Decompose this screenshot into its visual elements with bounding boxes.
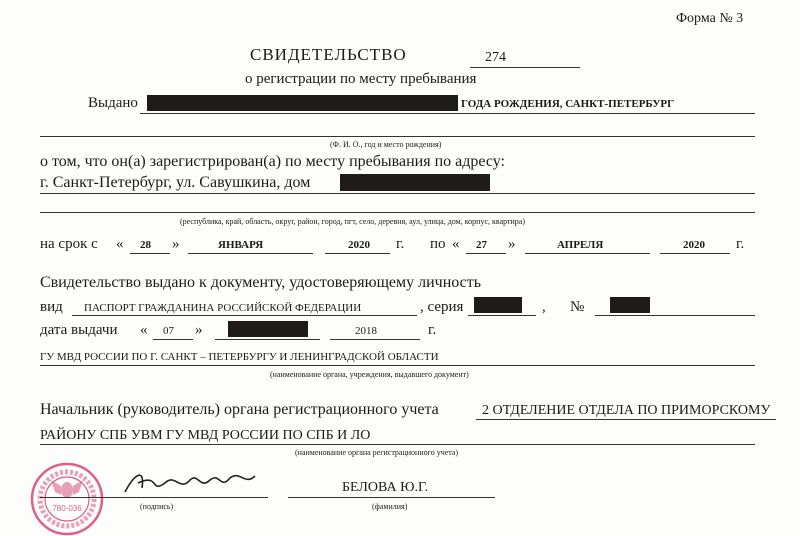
signature-caption: (подпись) <box>140 502 174 511</box>
issued-to-label: Выдано <box>88 95 138 111</box>
redaction <box>147 95 458 111</box>
certificate-number: 274 <box>485 50 506 65</box>
redaction <box>228 321 308 337</box>
authority-value-line1: 2 ОТДЕЛЕНИЕ ОТДЕЛА ПО ПРИМОРСКОМУ <box>482 403 771 418</box>
divider <box>470 67 580 68</box>
divider <box>40 212 755 213</box>
divider <box>40 365 755 366</box>
divider <box>130 253 170 254</box>
issued-to-caption: (Ф. И. О., год и место рождения) <box>330 140 442 149</box>
divider <box>476 419 776 420</box>
period-to-month: АПРЕЛЯ <box>557 239 604 251</box>
issuer-caption: (наименование органа, учреждения, выдавшего документ) <box>270 370 469 379</box>
signature-line <box>40 497 268 498</box>
period-from-day: 28 <box>140 239 151 251</box>
series-label: , серия <box>420 299 464 315</box>
quote: « <box>116 236 124 252</box>
divider <box>525 253 650 254</box>
period-to-day: 27 <box>476 239 487 251</box>
document-type-value: ПАСПОРТ ГРАЖДАНИНА РОССИЙСКОЙ ФЕДЕРАЦИИ <box>84 302 362 314</box>
divider <box>153 339 193 340</box>
stamp-lettering-ring <box>40 472 94 526</box>
quote: » <box>172 236 180 252</box>
authority-caption: (наименование органа регистрационного учета) <box>295 448 459 457</box>
divider <box>330 339 420 340</box>
redaction <box>474 297 522 313</box>
divider <box>40 136 755 137</box>
divider <box>72 315 417 316</box>
issue-year: 2018 <box>355 325 377 337</box>
divider <box>468 315 536 316</box>
comma: , <box>542 299 546 315</box>
divider <box>40 444 755 445</box>
issued-to-value: ГОДА РОЖДЕНИЯ, САНКТ-ПЕТЕРБУРГ <box>461 98 675 110</box>
divider <box>466 253 506 254</box>
document-type-label: вид <box>40 299 63 315</box>
period-to-year: 2020 <box>683 239 705 251</box>
document-intro: Свидетельство выдано к документу, удостоверяющему личность <box>40 274 482 291</box>
official-stamp <box>30 462 104 536</box>
signer-name-caption: (фамилия) <box>372 502 408 511</box>
divider <box>40 193 755 194</box>
issuer-value: ГУ МВД РОССИИ ПО Г. САНКТ – ПЕТЕРБУРГУ И ЛЕНИНГРАДСКОЙ ОБЛАСТИ <box>40 351 439 363</box>
signer-name: БЕЛОВА Ю.Г. <box>342 480 428 495</box>
period-from-month: ЯНВАРЯ <box>218 239 264 251</box>
divider <box>140 113 755 114</box>
address-caption: (республика, край, область, округ, район, город, пгт, село, деревня, аул, улица, дом, корпус, квартира) <box>180 217 526 226</box>
document-title: СВИДЕТЕЛЬСТВО <box>250 45 407 64</box>
number-label: № <box>570 299 585 315</box>
period-to-label: по <box>430 236 446 252</box>
address-value: г. Санкт-Петербург, ул. Савушкина, дом <box>40 174 311 191</box>
authority-value-line2: РАЙОНУ СПБ УВМ ГУ МВД РОССИИ ПО СПБ И ЛО <box>40 428 371 443</box>
divider <box>215 339 320 340</box>
redaction <box>340 174 490 191</box>
address-intro: о том, что он(а) зарегистрирован(а) по месту пребывания по адресу: <box>40 153 505 170</box>
document-subtitle: о регистрации по месту пребывания <box>245 71 477 87</box>
issue-day: 07 <box>163 325 174 337</box>
handwritten-signature <box>120 468 260 496</box>
divider <box>288 497 495 498</box>
year-suffix: г. <box>428 322 437 338</box>
divider <box>188 253 313 254</box>
redaction <box>610 297 650 313</box>
period-label: на срок с <box>40 236 98 252</box>
quote: » <box>195 322 203 338</box>
quote: « <box>140 322 148 338</box>
quote: » <box>508 236 516 252</box>
eagle-emblem-icon <box>51 480 83 498</box>
divider <box>325 253 390 254</box>
divider <box>595 315 755 316</box>
quote: « <box>452 236 460 252</box>
issue-date-label: дата выдачи <box>40 322 118 338</box>
divider <box>660 253 730 254</box>
year-suffix: г. <box>396 236 405 252</box>
authority-label: Начальник (руководитель) органа регистрационного учета <box>40 401 439 418</box>
stamp-number: 780-036 <box>52 504 82 513</box>
form-number: Форма № 3 <box>676 11 744 26</box>
period-from-year: 2020 <box>348 239 370 251</box>
year-suffix: г. <box>736 236 745 252</box>
